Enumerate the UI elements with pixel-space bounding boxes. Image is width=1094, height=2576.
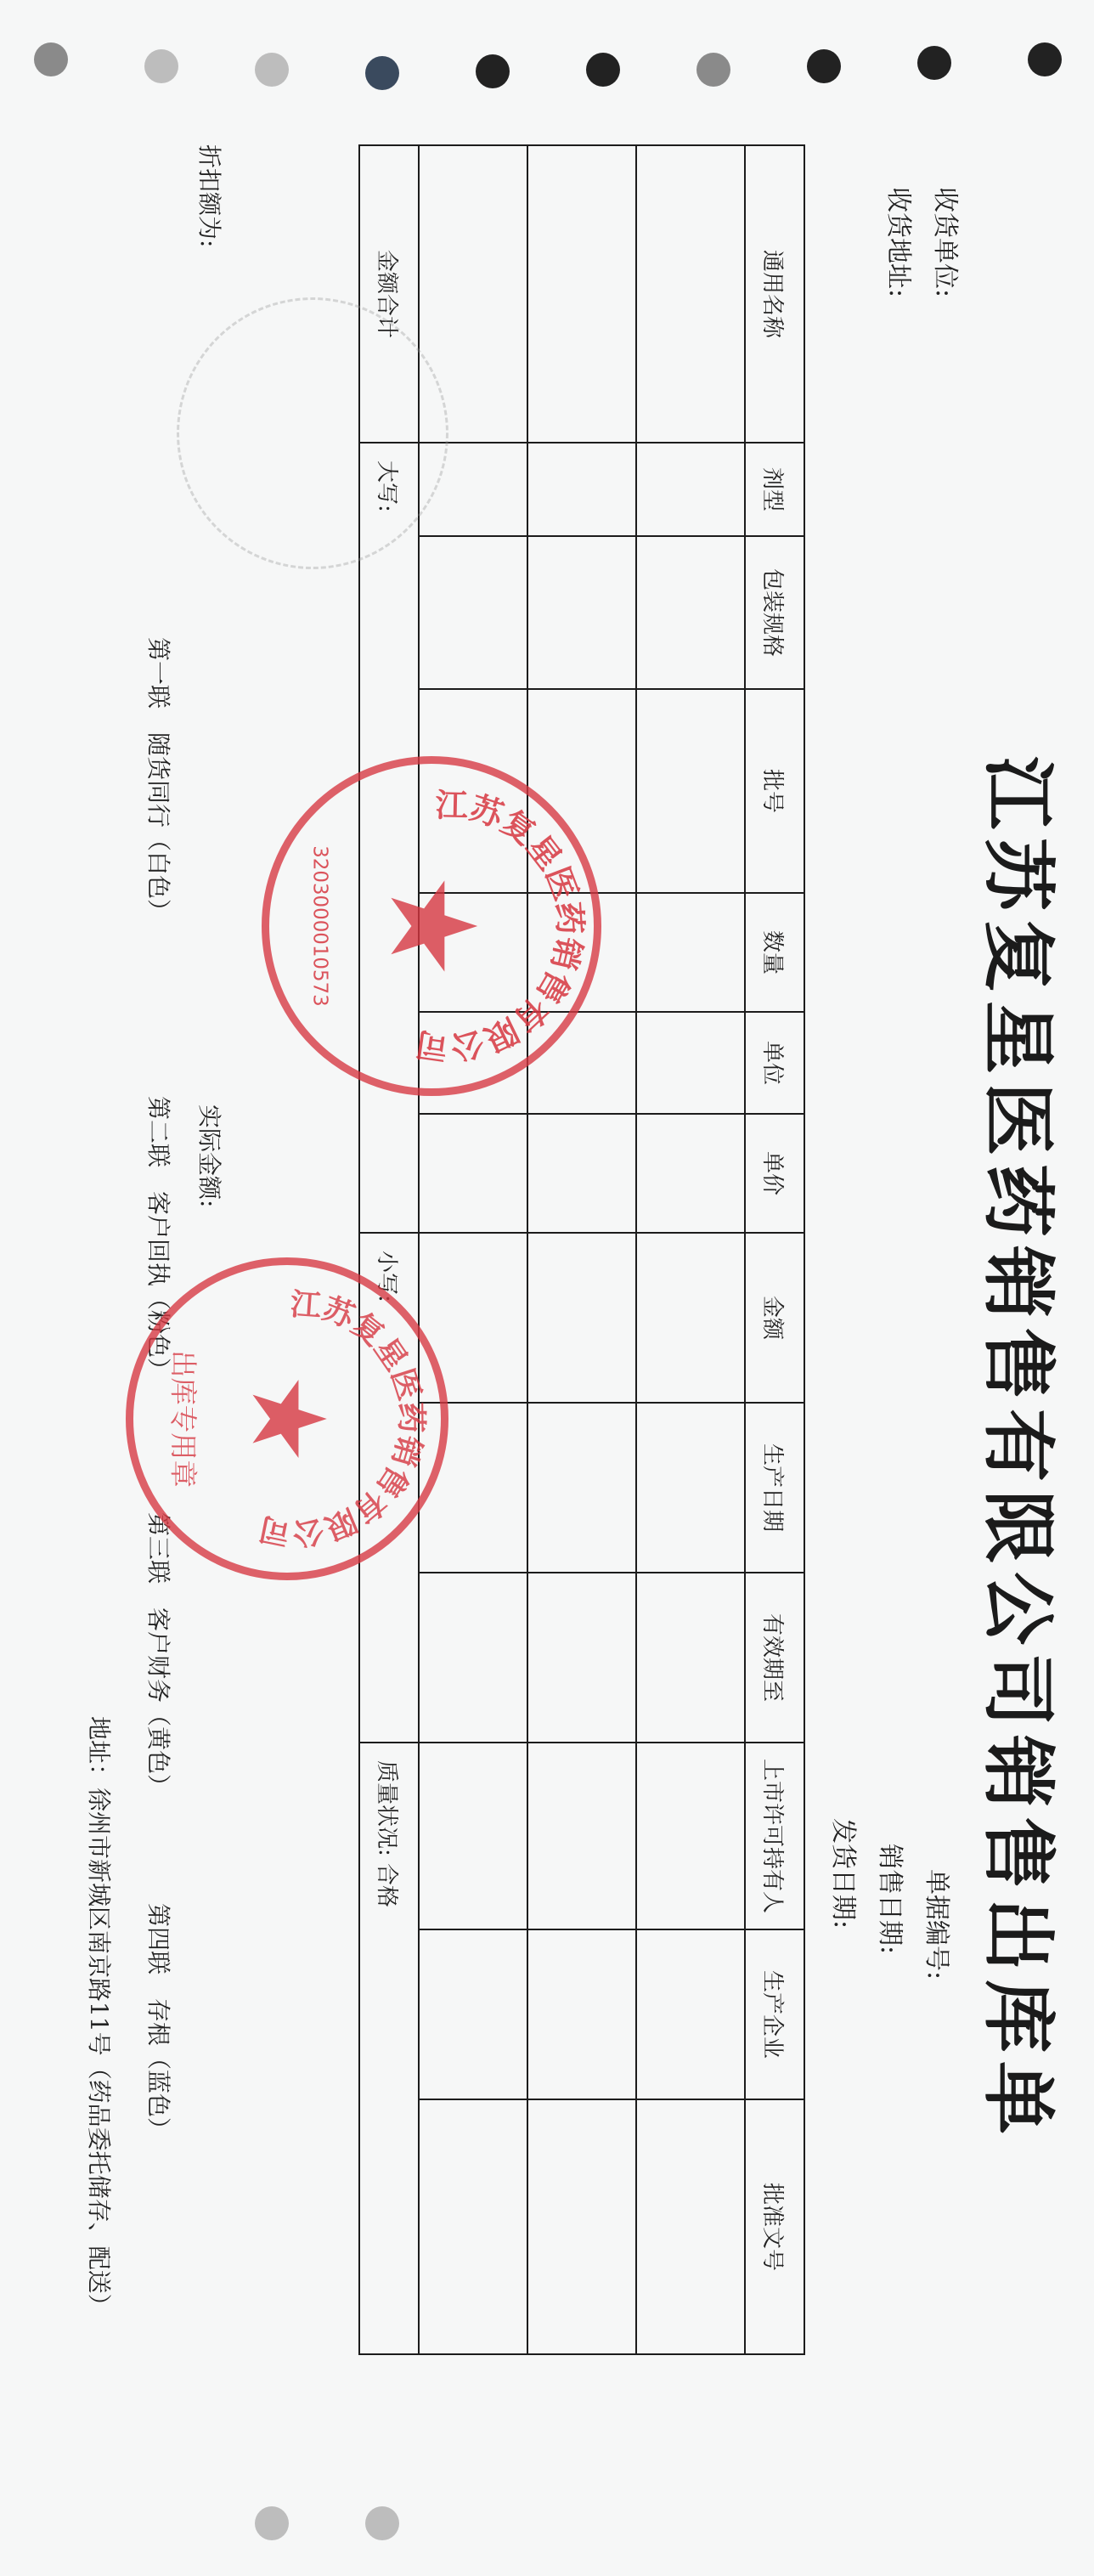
table-cell	[527, 1929, 636, 2099]
document-title: 江苏复星医药销售有限公司销售出库单	[975, 756, 1061, 2143]
table-cell	[636, 1743, 745, 1929]
discount-label: 折扣额为:	[195, 144, 223, 248]
header-cell: 批准文号	[745, 2099, 804, 2354]
sprocket-hole-icon	[1028, 42, 1062, 76]
table-cell	[419, 2099, 527, 2354]
copy-3: 第三联 客户财务（黄色）	[144, 1512, 172, 1799]
header-cell: 批号	[745, 689, 804, 893]
sale-date-label: 销售日期:	[875, 1844, 905, 1955]
table-header-row	[745, 145, 804, 2354]
upper-amount-label: 大写:	[359, 443, 419, 1233]
header-cell: 金额	[745, 1233, 804, 1403]
header-cell: 有效期至	[745, 1573, 804, 1743]
sprocket-hole-icon	[807, 49, 841, 83]
quality-status: 质量状况: 合格	[359, 1743, 419, 2354]
table-cell	[419, 1743, 527, 1929]
header-cell: 上市许可持有人	[745, 1743, 804, 1929]
table-cell	[419, 1929, 527, 2099]
table-cell	[636, 536, 745, 689]
sprocket-hole-icon	[696, 53, 730, 87]
sprocket-hole-icon	[255, 53, 289, 87]
table-cell	[636, 1012, 745, 1114]
table-cell	[636, 1403, 745, 1573]
total-label: 金额合计	[359, 145, 419, 443]
ship-date-label: 发货日期:	[828, 1818, 858, 1929]
table-cell	[636, 2099, 745, 2354]
seal-star-icon: ★	[228, 1373, 347, 1465]
copy-1: 第一联 随货同行（白色）	[144, 637, 172, 924]
table-row	[527, 145, 636, 2354]
seal-number: 出库专用章	[166, 1350, 200, 1488]
table-cell	[419, 1114, 527, 1233]
faint-stamp-mark	[177, 297, 448, 569]
lower-amount-label: 小写:	[359, 1233, 419, 1743]
table-cell	[527, 536, 636, 689]
header-cell: 单位	[745, 1012, 804, 1114]
table-cell	[527, 2099, 636, 2354]
table-cell	[636, 1929, 745, 2099]
table-cell	[527, 1573, 636, 1743]
table-cell	[527, 145, 636, 443]
copy-2: 第二联 客户回执（粉色）	[144, 1096, 172, 1382]
sprocket-hole-icon	[586, 53, 620, 87]
table-cell	[527, 443, 636, 536]
recipient-address-label: 收货地址:	[883, 187, 913, 298]
header-cell: 通用名称	[745, 145, 804, 443]
company-address: 地址：徐州市新城区南京路11号（药品委托储存、配送）	[85, 1716, 113, 2318]
copy-4: 第四联 存根（蓝色）	[144, 1903, 172, 2142]
table-cell	[419, 1573, 527, 1743]
table-cell	[636, 1233, 745, 1403]
sprocket-hole-icon	[144, 49, 178, 83]
sprocket-hole-icon	[34, 42, 68, 76]
sprocket-hole-icon	[255, 2506, 289, 2540]
table-cell	[636, 1573, 745, 1743]
header-cell: 生产企业	[745, 1929, 804, 2099]
table-cell	[636, 893, 745, 1012]
header-cell: 包装规格	[745, 536, 804, 689]
table-cell	[527, 1114, 636, 1233]
recipient-unit-label: 收货单位:	[930, 187, 960, 298]
header-cell: 数量	[745, 893, 804, 1012]
table-cell	[527, 1403, 636, 1573]
sprocket-hole-icon	[917, 46, 951, 80]
table-cell	[636, 1114, 745, 1233]
seal-number: 3203000010573	[308, 845, 331, 1007]
actual-amount-label: 实际金额:	[195, 1104, 223, 1208]
header-cell: 单价	[745, 1114, 804, 1233]
sales-delivery-note	[58, 85, 1094, 2447]
sprocket-hole-icon	[365, 2506, 399, 2540]
delivery-seal	[126, 1257, 448, 1580]
seal-text: 江苏复星医药销售有限公司	[413, 786, 589, 1066]
header-cell: 生产日期	[745, 1403, 804, 1573]
header-cell: 剂型	[745, 443, 804, 536]
seal-text: 江苏复星医药销售有限公司	[256, 1285, 431, 1552]
seal-star-icon: ★	[363, 873, 501, 980]
doc-number-label: 单据编号:	[922, 1869, 951, 1980]
table-row	[636, 145, 745, 2354]
sprocket-hole-icon	[476, 54, 510, 88]
company-seal	[262, 756, 601, 1096]
table-cell	[527, 1743, 636, 1929]
table-cell	[636, 443, 745, 536]
table-cell	[636, 145, 745, 443]
table-cell	[636, 689, 745, 893]
table-cell	[419, 536, 527, 689]
table-cell	[527, 1233, 636, 1403]
